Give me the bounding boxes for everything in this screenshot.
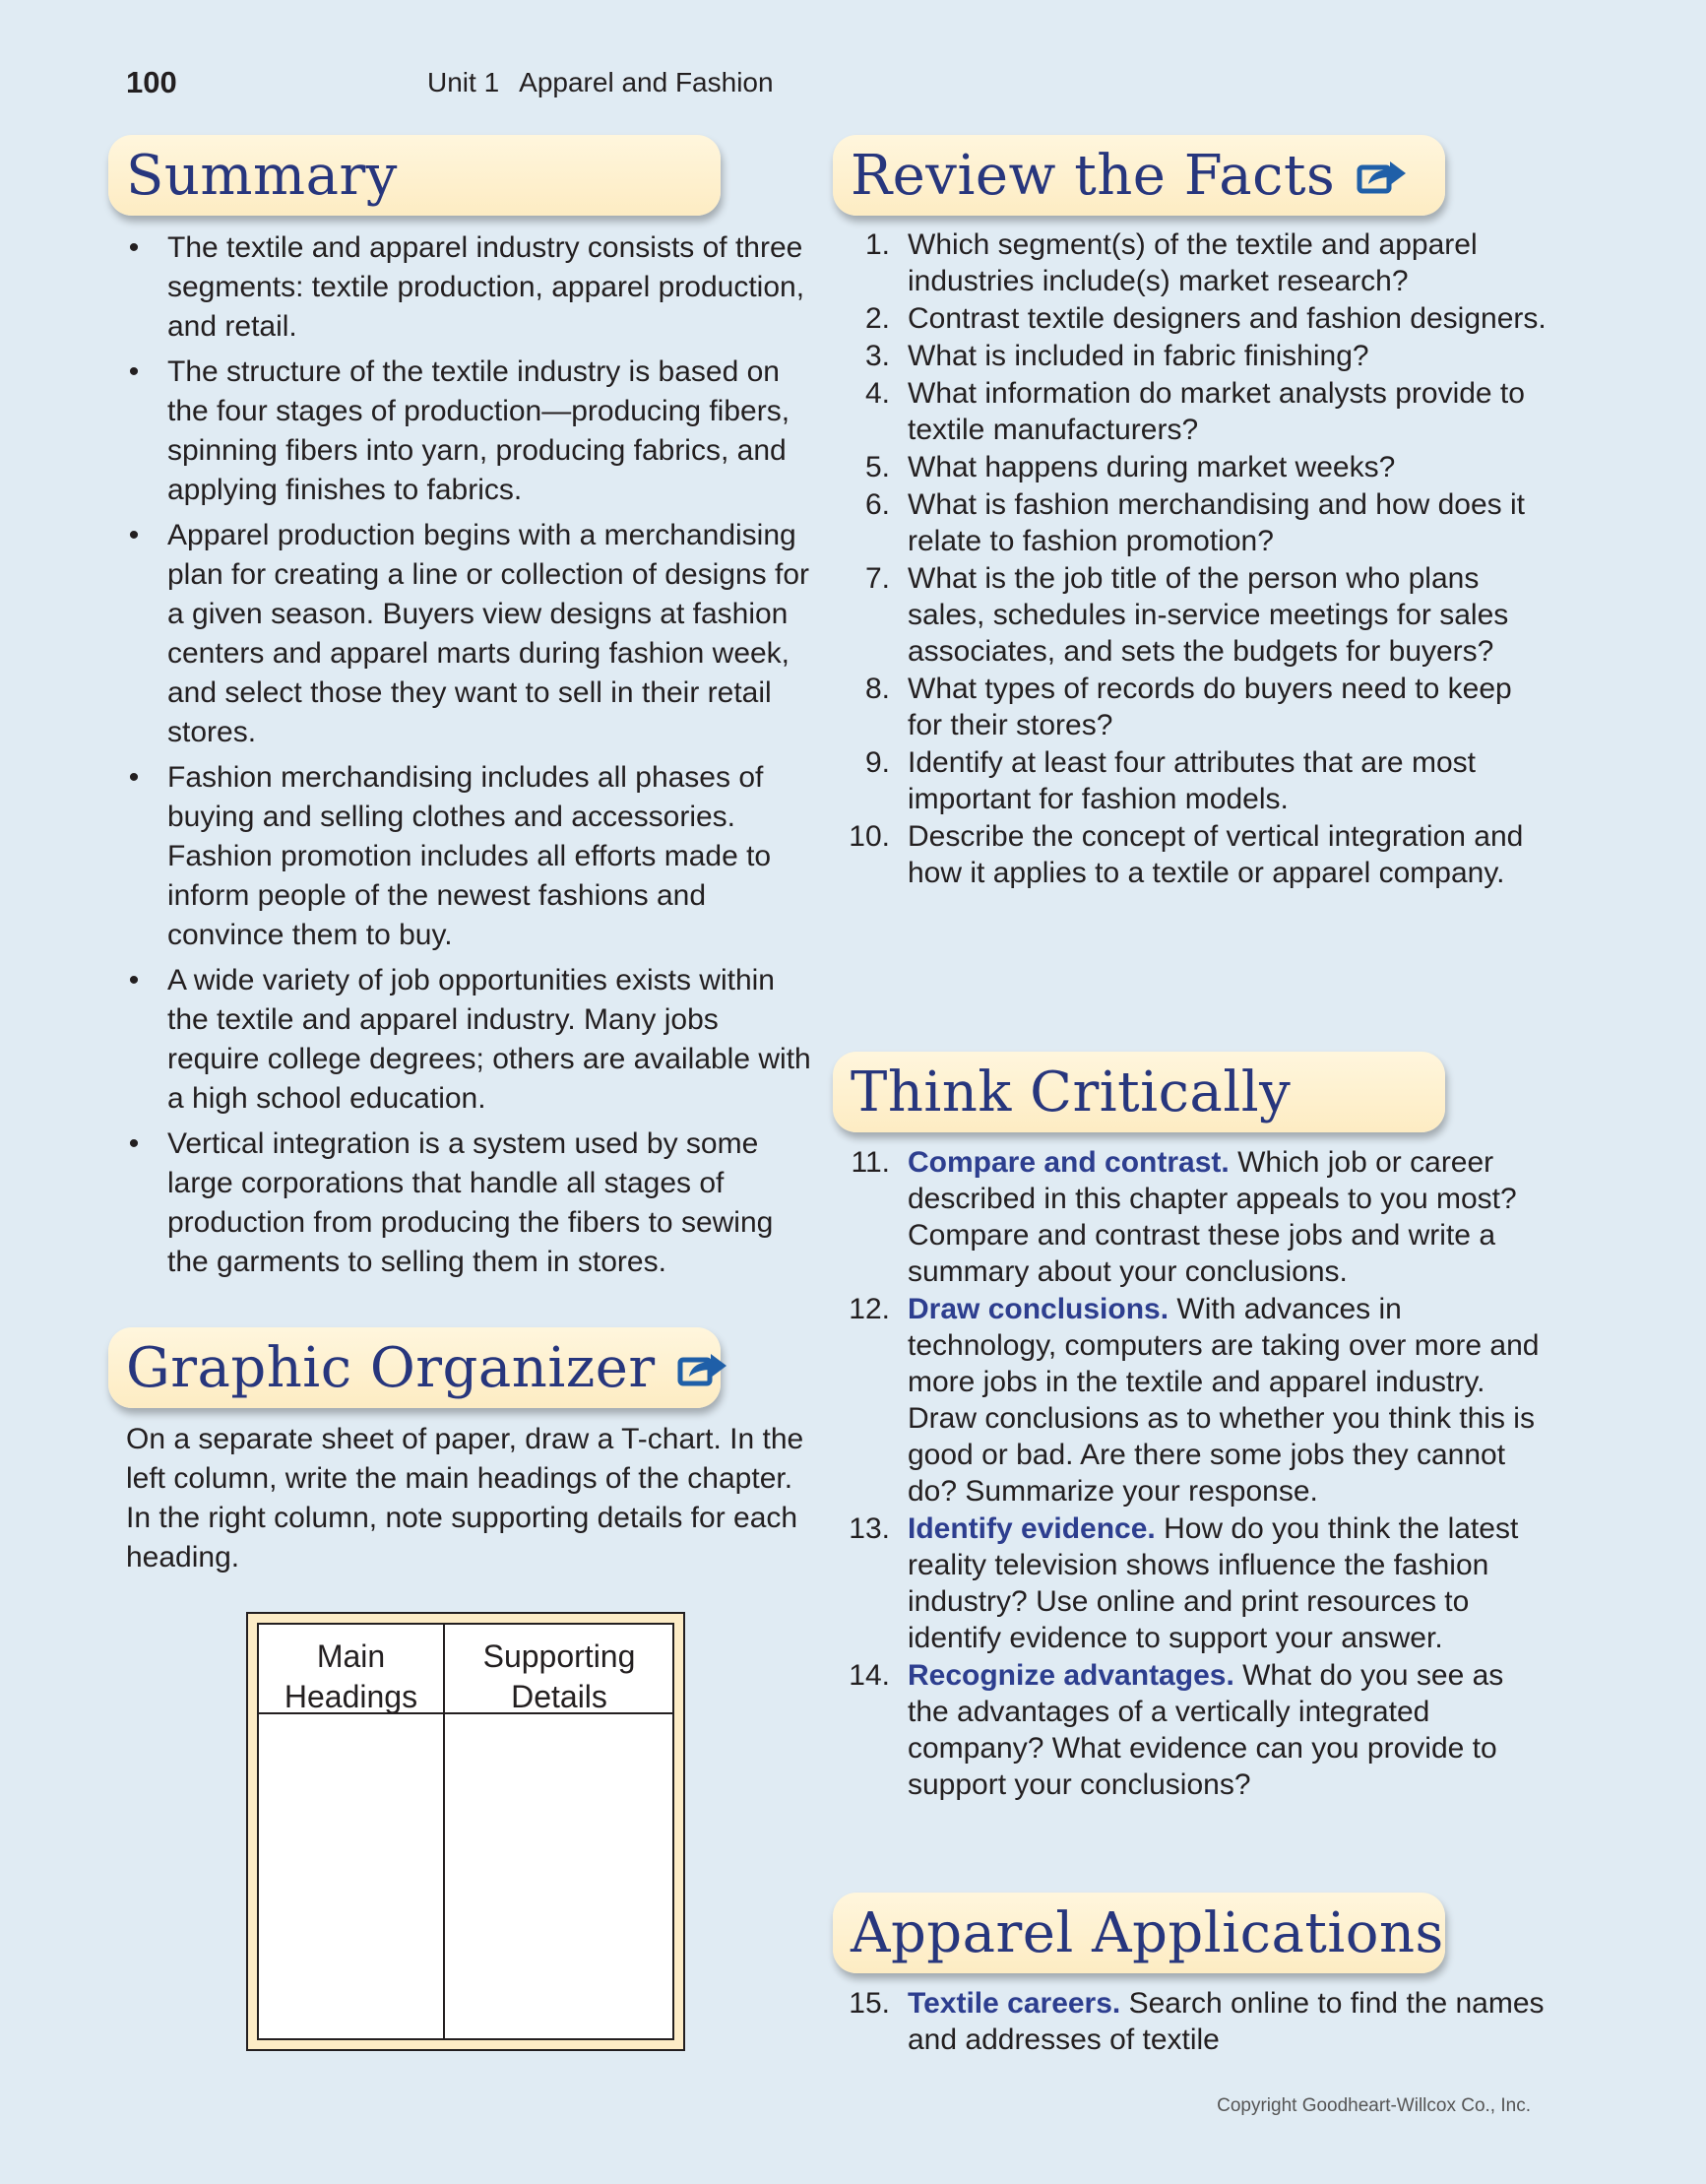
item-number: 2. xyxy=(864,302,890,335)
apparel-applications-banner xyxy=(833,1893,1445,1973)
item-text: What is the job title of the person who plans sales, schedules in-service meetings for sales associates, and sets the budgets for buyers? xyxy=(908,562,1509,668)
item-text: Search online to find the names and addresses of textile xyxy=(908,1987,1545,2056)
item-number: 15. xyxy=(849,1987,890,2020)
summary-item xyxy=(126,1124,815,1282)
summary-item-text: A wide variety of job opportunities exists within the textile and apparel industry. Many jobs require college degrees; others are available with a high school education. xyxy=(167,964,811,1115)
apparel-item xyxy=(849,1985,1548,2058)
review-item xyxy=(849,338,1548,374)
item-lead: Identify evidence. xyxy=(908,1512,1156,1545)
think-critically-banner xyxy=(833,1052,1445,1132)
bullet-icon: • xyxy=(128,1127,140,1160)
summary-item xyxy=(126,353,815,510)
summary-item-text: Apparel production begins with a merchandising plan for creating a line or collection of designs for a given season. Buyers view designs at fashion centers and apparel marts during fashion week, and select those they want to sell in their retail stores. xyxy=(167,519,810,748)
summary-item-text: The structure of the textile industry is based on the four stages of production—producing fibers, spinning fibers into yarn, producing fabrics, and applying finishes to fabrics. xyxy=(167,355,790,506)
review-list xyxy=(849,226,1548,892)
summary-list xyxy=(126,228,815,1288)
item-number: 13. xyxy=(849,1512,890,1545)
summary-item-text: Vertical integration is a system used by some large corporations that handle all stages of production from producing the fibers to sewing the garments to selling them in stores. xyxy=(167,1127,774,1278)
item-number: 11. xyxy=(851,1146,890,1179)
item-lead: Recognize advantages. xyxy=(908,1659,1234,1692)
summary-banner xyxy=(108,135,721,216)
review-title: Review the Facts xyxy=(851,143,1336,208)
bullet-icon: • xyxy=(128,964,140,996)
item-text: What happens during market weeks? xyxy=(908,451,1396,483)
share-icon[interactable] xyxy=(677,1347,730,1388)
review-item xyxy=(849,486,1548,559)
t-chart-divider-vertical xyxy=(443,1625,445,2038)
copyright-notice: Copyright Goodheart-Willcox Co., Inc. xyxy=(1217,2095,1531,2116)
item-lead: Compare and contrast. xyxy=(908,1146,1230,1179)
t-chart-header-supporting-details: Supporting Details xyxy=(482,1638,636,1714)
item-number: 3. xyxy=(864,340,890,372)
t-chart-inner xyxy=(257,1623,674,2040)
think-item xyxy=(849,1510,1548,1656)
item-text: Which job or career described in this chapter appeals to you most? Compare and contrast these jobs and write a summary about your conclusions. xyxy=(908,1146,1517,1288)
item-text: How do you think the latest reality television shows influence the fashion industry? Use online and print resources to identify evidence to support your answer. xyxy=(908,1512,1519,1654)
review-item xyxy=(849,375,1548,448)
t-chart xyxy=(246,1612,685,2051)
item-number: 7. xyxy=(864,562,890,595)
item-text: What is fashion merchandising and how does it relate to fashion promotion? xyxy=(908,488,1526,557)
review-item xyxy=(849,818,1548,891)
item-text: Contrast textile designers and fashion designers. xyxy=(908,302,1547,335)
share-icon[interactable] xyxy=(1357,155,1410,196)
item-number: 8. xyxy=(864,673,890,705)
bullet-icon: • xyxy=(128,761,140,794)
bullet-icon: • xyxy=(128,519,140,551)
item-text: Which segment(s) of the textile and apparel industries include(s) market research? xyxy=(908,228,1478,297)
t-chart-header-main-headings: Main Headings xyxy=(284,1638,418,1714)
summary-item xyxy=(126,961,815,1119)
item-text: Identify at least four attributes that are most important for fashion models. xyxy=(908,746,1476,815)
think-item xyxy=(849,1144,1548,1290)
unit-number: Unit 1 xyxy=(427,67,500,97)
item-text: What information do market analysts provide to textile manufacturers? xyxy=(908,377,1525,446)
review-item xyxy=(849,226,1548,299)
item-number: 10. xyxy=(849,820,890,853)
bullet-icon: • xyxy=(128,231,140,264)
summary-item xyxy=(126,228,815,347)
item-lead: Textile careers. xyxy=(908,1987,1121,2020)
review-item xyxy=(849,449,1548,485)
item-text: What is included in fabric finishing? xyxy=(908,340,1369,372)
apparel-applications-list xyxy=(849,1985,1548,2059)
item-number: 4. xyxy=(864,377,890,410)
review-banner xyxy=(833,135,1445,216)
item-number: 12. xyxy=(849,1293,890,1325)
summary-item-text: Fashion merchandising includes all phases of buying and selling clothes and accessories. Fashion promotion includes all efforts made to inform people of the newest fashions and convince them to buy. xyxy=(167,761,772,951)
graphic-organizer-instructions: On a separate sheet of paper, draw a T-chart. In the left column, write the main headings of the chapter. In the right column, note supporting details for each heading. xyxy=(126,1423,804,1574)
bullet-icon: • xyxy=(128,355,140,388)
graphic-organizer-title: Graphic Organizer xyxy=(126,1335,656,1400)
apparel-applications-title: Apparel Applications xyxy=(851,1900,1444,1965)
item-number: 1. xyxy=(864,228,890,261)
item-number: 5. xyxy=(864,451,890,483)
think-item xyxy=(849,1657,1548,1803)
review-item xyxy=(849,671,1548,743)
item-number: 9. xyxy=(864,746,890,779)
running-header xyxy=(126,61,774,104)
item-number: 14. xyxy=(849,1659,890,1692)
think-critically-title: Think Critically xyxy=(851,1060,1292,1124)
summary-item-text: The textile and apparel industry consists of three segments: textile production, apparel production, and retail. xyxy=(167,231,805,343)
review-item xyxy=(849,300,1548,337)
page-number: 100 xyxy=(126,65,177,99)
summary-item xyxy=(126,516,815,752)
think-item xyxy=(849,1291,1548,1510)
item-number: 6. xyxy=(864,488,890,521)
unit-title: Apparel and Fashion xyxy=(519,67,774,97)
unit-label xyxy=(427,67,774,98)
review-item xyxy=(849,744,1548,817)
review-item xyxy=(849,560,1548,670)
graphic-organizer-banner xyxy=(108,1327,721,1408)
summary-item xyxy=(126,758,815,955)
item-text: What types of records do buyers need to keep for their stores? xyxy=(908,673,1512,741)
item-text: What do you see as the advantages of a vertically integrated company? What evidence can you provide to support your conclusions? xyxy=(908,1659,1504,1801)
item-text: With advances in technology, computers are taking over more and more jobs in the textile and apparel industry. Draw conclusions as to whether you think this is good or bad. Are there some jobs they cannot do? Summarize your response. xyxy=(908,1293,1540,1508)
summary-title: Summary xyxy=(126,143,398,208)
item-text: Describe the concept of vertical integration and how it applies to a textile or apparel company. xyxy=(908,820,1524,889)
item-lead: Draw conclusions. xyxy=(908,1293,1169,1325)
think-critically-list xyxy=(849,1144,1548,1804)
